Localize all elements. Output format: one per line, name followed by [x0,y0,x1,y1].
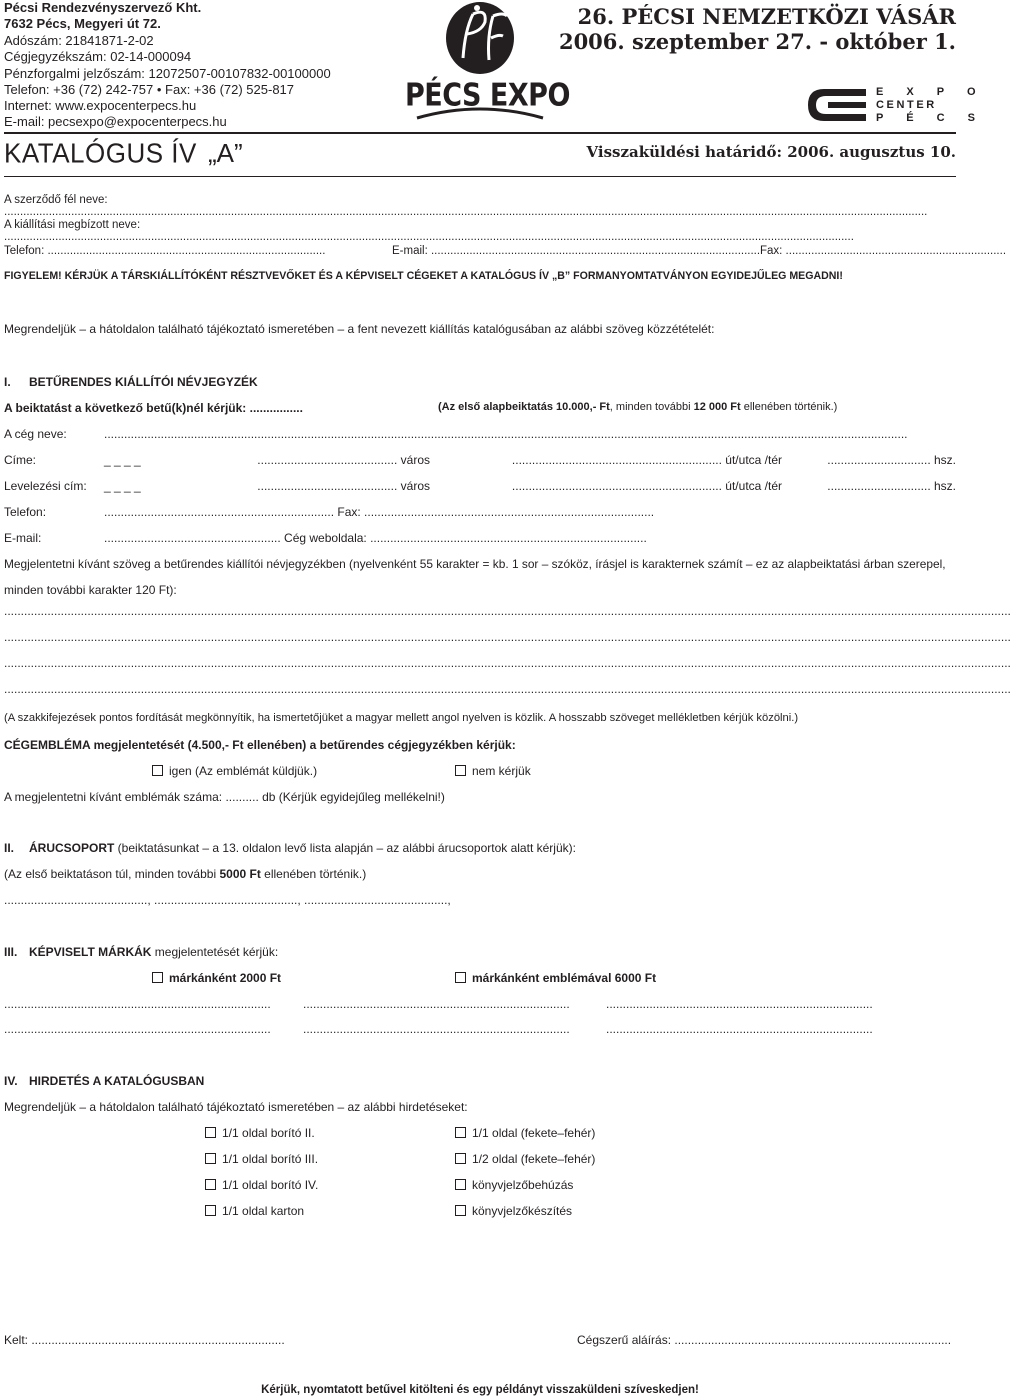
checkbox-icon[interactable] [205,1205,216,1216]
s1-mail-number[interactable]: ............................... hsz. [827,479,956,493]
s2-note [4,867,366,881]
s1-phone-label: Telefon: [4,505,47,519]
s4-option-bookmark-insert[interactable] [455,1178,573,1192]
s2-note-b: 5000 Ft [219,867,261,881]
s1-mail-city[interactable]: .......................................... város [257,479,430,493]
s1-text-desc: Megjelentetni kívánt szöveg a betűrendes kiállítói névjegyzékben (nyelvenként 55 karakter = kb. 1 sor – szóköz, írásjel is karakternek számít – ez az alapbeiktatási árban szerepel, [4,557,946,571]
s3-opt1-label: márkánként 2000 Ft [169,971,282,985]
s1-address-street[interactable]: ............................................................... út/utca /tér [511,453,782,467]
s4-option-full-bw[interactable] [455,1126,595,1140]
s2-note-c: ellenében történik.) [260,867,367,881]
s4-option-card[interactable] [205,1204,304,1218]
s4-heading: HIRDETÉS A KATALÓGUSBAN [29,1074,205,1088]
company-bank: Pénzforgalmi jelzőszám: 12072507-00107832-00100000 [4,66,331,81]
s1-translation-note: (A szakkifejezések pontos fordítását megkönnyítik, ha ismertetőjüket a magyar mellett angol nyelven is közlik. A hosszabb szöveget mellékletben kérjük közölni.) [4,712,799,724]
s1-mail-label: Levelezési cím: [4,479,87,493]
s4-option-label: 1/2 oldal (fekete–fehér) [472,1152,596,1166]
s4-option-label: 1/1 oldal borító III. [222,1152,319,1166]
expo-logo-line3: P É C S [876,112,985,124]
title-divider [4,176,956,177]
s1-emblem-count[interactable]: A megjelentetni kívánt emblémák száma: .......... db (Kérjük egyidejűleg mellékelni!) [4,790,445,804]
expo-logo-line1: E X P O [876,86,986,98]
company-phone: Telefon: +36 (72) 242-757 • Fax: +36 (72) 525-817 [4,82,295,97]
s3-option-brand-emblem[interactable] [455,971,656,985]
date-field[interactable]: Kelt: ............................................................................ [4,1333,285,1347]
s1-emblem-b: megjelentetését (4.500,- Ft ellenében) a betűrendes cégjegyzékben kérjük: [90,738,516,752]
checkbox-icon[interactable] [152,765,163,776]
s1-company-label: A cég neve: [4,427,67,441]
s2-heading: ÁRUCSOPORT [29,841,115,855]
s1-insert-note-b: , minden további [609,401,694,413]
s1-text-line[interactable]: .............................................................................................................................................................................................................................................................................................................. [4,682,1011,696]
s1-address-city[interactable]: .......................................... város [257,453,430,467]
s3-opt2-label: márkánként emblémával 6000 Ft [472,971,657,985]
s3-brand-field[interactable]: ................................................................................ [606,1022,873,1036]
phone-field[interactable]: Telefon: ....................................................................................... [4,245,326,257]
s4-option-label: 1/1 oldal karton [222,1204,305,1218]
s3-heading: KÉPVISELT MÁRKÁK [29,945,152,959]
s4-option-label: könyvjelzőkészítés [472,1204,573,1218]
s1-text-desc2: minden további karakter 120 Ft): [4,583,177,597]
pecs-expo-logo [405,0,570,130]
s4-option-label: könyvjelzőbehúzás [472,1178,574,1192]
s4-option-cover-4[interactable] [205,1178,318,1192]
footer-note: Kérjük, nyomtatott betűvel kitölteni és egy példányt visszaküldeni szíveskedjen! [261,1384,699,1396]
s4-option-label: 1/1 oldal borító II. [222,1126,315,1140]
s1-phone-fax-field[interactable]: ..................................................................... Fax: ....................................................................................... [104,505,655,519]
s4-option-half-bw[interactable] [455,1152,595,1166]
company-web: Internet: www.expocenterpecs.hu [4,98,197,113]
s1-company-field[interactable]: ................................................................................................................................................................................................................................................. [104,427,908,441]
s1-mail-street[interactable]: ............................................................... út/utca /tér [511,479,782,493]
expo-center-emblem-icon [806,85,866,125]
event-dates: 2006. szeptember 27. - október 1. [558,29,956,54]
s1-text-line[interactable]: .............................................................................................................................................................................................................................................................................................................. [4,630,1011,644]
checkbox-icon[interactable] [205,1179,216,1190]
signature-field[interactable]: Cégszerű aláírás: ................................................................................... [577,1333,952,1347]
s3-option-brand[interactable] [152,971,281,985]
s3-brand-field[interactable]: ................................................................................ [606,997,873,1011]
s4-option-bookmark-make[interactable] [455,1204,572,1218]
checkbox-icon[interactable] [205,1127,216,1138]
s1-emblem-no-option[interactable] [455,764,531,778]
form-title: KATALÓGUS ÍV [4,137,197,169]
event-title: 26. PÉCSI NEMZETKÖZI VÁSÁR [577,4,956,29]
s1-number: I. [4,375,11,389]
checkbox-icon[interactable] [205,1153,216,1164]
s1-insert-note [438,401,837,413]
s4-number: IV. [4,1074,18,1088]
s1-insert-note-a: (Az első alapbeiktatás 10.000,- Ft [438,401,610,413]
s2-fields[interactable]: ..........................................., ..........................................., ..........................................., [4,893,451,907]
agent-label: A kiállítási megbízott neve: .......................................................................................................................................................................................................................................................................... [4,219,854,243]
s1-insert-row[interactable] [4,401,303,415]
s3-brand-field[interactable]: ................................................................................ [4,997,271,1011]
fax-field[interactable]: Fax: ..................................................................... [760,245,1007,257]
company-email: E-mail: pecsexpo@expocenterpecs.hu [4,114,227,129]
checkbox-icon[interactable] [455,1153,466,1164]
checkbox-icon[interactable] [455,1179,466,1190]
company-tax: Adószám: 21841871-2-02 [4,33,154,48]
s1-insert-label: A beiktatást a következő betű(k)nél kérjük: ................ [4,401,303,415]
s1-emblem-yes-label: igen (Az emblémát küldjük.) [169,764,318,778]
s1-emblem-row [4,738,516,752]
s1-emblem-yes-option[interactable] [152,764,317,778]
s3-brand-field[interactable]: ................................................................................ [303,1022,570,1036]
intro-text: Megrendeljük – a hátoldalon található tájékoztató ismeretében – a fent nevezett kiállítás katalógusában az alábbi szöveg közzétételét: [4,322,715,336]
s3-desc: megjelentetését kérjük: [151,945,279,959]
s4-option-cover-3[interactable] [205,1152,318,1166]
s4-option-label: 1/1 oldal borító IV. [222,1178,319,1192]
s1-address-number[interactable]: ............................... hsz. [827,453,956,467]
contractor-label: A szerződő fél neve: ................................................................................................................................................................................................................................................................................................. [4,194,928,218]
checkbox-icon[interactable] [455,1127,466,1138]
s3-brand-field[interactable]: ................................................................................ [303,997,570,1011]
expo-center-logo [806,85,986,125]
company-reg: Cégjegyzékszám: 02-14-000094 [4,49,192,64]
s2-note-a: (Az első beiktatáson túl, minden további [4,867,220,881]
s1-email-label: E-mail: [4,531,42,545]
s1-insert-note-d: ellenében történik.) [740,401,838,413]
s2-number: II. [4,841,15,855]
s1-email-web-field[interactable]: ..................................................... Cég weboldala: ................................................................................... [104,531,647,545]
header-divider [4,132,956,134]
warning-text: FIGYELEM! KÉRJÜK A TÁRSKIÁLLÍTÓKÉNT RÉSZTVEVŐKET ÉS A KÉPVISELT CÉGEKET A KATALÓGUS ÍV „B” FORMANYOMTATVÁNYON EGYIDEJŰLEG MEGADNI! [4,270,843,282]
email-field[interactable]: E-mail: ....................................................................................................... [392,245,761,257]
company-name: Pécsi Rendezvényszervező Kht. [4,0,202,15]
company-address: 7632 Pécs, Megyeri út 72. [4,16,161,31]
checkbox-icon[interactable] [455,765,466,776]
s4-option-cover-2[interactable] [205,1126,315,1140]
form-variant: „A” [208,138,243,168]
s3-heading-row [29,945,278,959]
checkbox-icon[interactable] [455,1205,466,1216]
checkbox-icon[interactable] [152,972,163,983]
s3-number: III. [4,945,18,959]
s1-address-postcode[interactable]: _ _ _ _ [104,453,141,467]
s1-emblem-no-label: nem kérjük [472,764,531,778]
s4-option-label: 1/1 oldal (fekete–fehér) [472,1126,596,1140]
contractor-field[interactable] [4,194,956,218]
s1-address-label: Címe: [4,453,37,467]
s1-insert-note-c: 12 000 Ft [693,401,741,413]
s1-heading: BETŰRENDES KIÁLLÍTÓI NÉVJEGYZÉK [29,375,258,389]
pecs-expo-logo-text: PÉCS EXPO [405,77,570,114]
s1-mail-postcode[interactable]: _ _ _ _ [104,479,141,493]
s4-desc: Megrendeljük – a hátoldalon található tájékoztató ismeretében – az alábbi hirdetéseket: [4,1100,468,1114]
s2-heading-row [29,841,576,855]
s2-desc: (beiktatásunkat – a 13. oldalon levő lista alapján – az alábbi árucsoportok alatt kérjük): [114,841,576,855]
s3-brand-field[interactable]: ................................................................................ [4,1022,271,1036]
s1-text-line[interactable]: .............................................................................................................................................................................................................................................................................................................. [4,656,1011,670]
agent-field[interactable] [4,219,956,243]
checkbox-icon[interactable] [455,972,466,983]
deadline: Visszaküldési határidő: 2006. augusztus 10. [586,143,956,161]
expo-logo-line2: CENTER [876,99,937,111]
s1-text-line[interactable]: .............................................................................................................................................................................................................................................................................................................. [4,604,1011,618]
s1-emblem-a: CÉGEMBLÉMA [4,738,91,752]
